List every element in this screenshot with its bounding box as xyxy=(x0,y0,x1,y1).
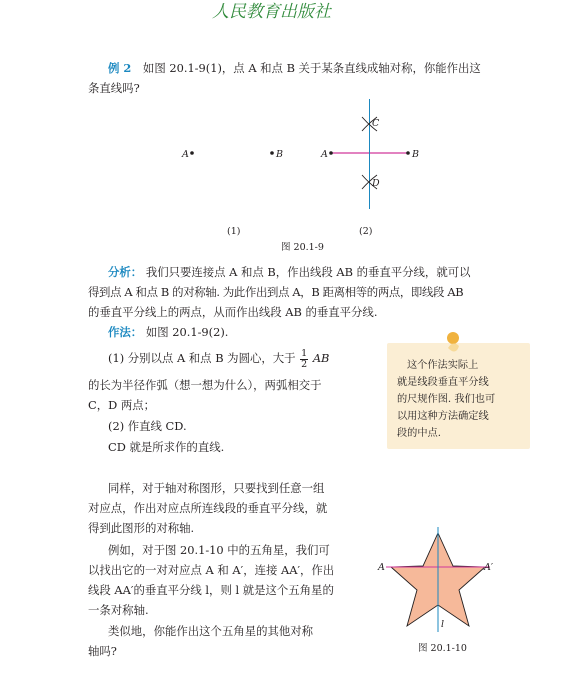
figure-20-1-9 xyxy=(170,95,460,255)
analysis-line-1 xyxy=(108,262,471,282)
side-note xyxy=(387,343,530,449)
method-label: 作法： xyxy=(108,325,143,339)
fig2-label-d: D xyxy=(372,178,380,189)
figure-20-1-10 xyxy=(372,525,512,655)
fig2-label-b: B xyxy=(412,149,419,160)
method-conclusion: CD 就是所求作的直线. xyxy=(108,440,225,454)
fig1-label-b: B xyxy=(276,149,283,160)
note-line-4: 以用这种方法确定线 xyxy=(397,411,489,422)
method-step-1a: (1) 分别以点 A 和点 B 为圆心，大于 xyxy=(108,351,296,365)
fraction-numerator: 1 xyxy=(301,347,308,359)
fraction-one-half xyxy=(300,349,308,370)
fig2-label-a: A xyxy=(321,149,328,160)
publisher-logo xyxy=(212,0,362,22)
note-line-2: 就是线段垂直平分线 xyxy=(397,377,489,388)
fig1-sub-label: (1) xyxy=(227,226,241,237)
note-line-1: 这个作法实际上 xyxy=(407,360,479,371)
analysis-label: 分析： xyxy=(108,265,143,279)
para3-line-1: 类似地，你能作出这个五角星的其他对称 xyxy=(108,624,314,638)
fig2-label-c: C xyxy=(372,118,380,129)
para2-line-1: 例如，对于图 20.1-10 中的五角星，我们可 xyxy=(108,543,330,557)
method-line-1 xyxy=(108,322,228,342)
para3-line-2: 轴吗? xyxy=(88,644,117,658)
method-intro: 如图 20.1-9(2). xyxy=(145,325,229,339)
para2-line-3: 线段 AA′的垂直平分线 l，则 l 就是这个五角星的 xyxy=(88,583,334,597)
para2-line-4: 一条对称轴. xyxy=(88,603,149,617)
note-line-3: 的尺规作图. 我们也可 xyxy=(397,394,496,405)
note-line-5: 段的中点. xyxy=(397,428,441,439)
para2-line-2: 以找出它的一对对应点 A 和 A′，连接 AA′，作出 xyxy=(88,563,335,577)
fig2-sub-label: (2) xyxy=(359,226,373,237)
example-label: 例 2 xyxy=(108,61,132,75)
fig1-point-b xyxy=(270,151,274,155)
analysis-line-2: 得到点 A 和点 B 的对称轴. 为此作出到点 A，B 距离相等的两点，即线段 AB xyxy=(88,285,464,299)
label-a: A xyxy=(378,562,385,573)
label-a-prime: A′ xyxy=(484,562,494,573)
fig2-point-b xyxy=(406,151,410,155)
para1-line-1: 同样，对于轴对称图形，只要找到任意一组 xyxy=(108,481,325,495)
analysis-line-3: 的垂直平分线上的两点，从而作出线段 AB 的垂直平分线. xyxy=(88,305,378,319)
example-line-2: 条直线吗? xyxy=(88,81,140,95)
method-step-1-line-3: C，D 两点； xyxy=(88,398,156,412)
fig2-point-a xyxy=(329,151,333,155)
figure-20-1-10-caption: 图 20.1-10 xyxy=(418,643,467,654)
fig1-point-a xyxy=(190,151,194,155)
example-line-1 xyxy=(108,58,481,78)
analysis-text-1: 我们只要连接点 A 和点 B，作出线段 AB 的垂直平分线，就可以 xyxy=(145,265,471,279)
pin-icon xyxy=(441,330,465,358)
para1-line-2: 对应点，作出对应点所连线段的垂直平分线，就 xyxy=(88,501,328,515)
method-step-1-line-2: 的长为半径作弧（想一想为什么），两弧相交于 xyxy=(88,378,322,392)
method-step-2: (2) 作直线 CD. xyxy=(108,419,187,433)
fig1-label-a: A xyxy=(182,149,189,160)
publisher-logo-text: 人民教育出版社 xyxy=(212,2,331,22)
method-step-1b: AB xyxy=(312,351,330,365)
para1-line-3: 得到此图形的对称轴. xyxy=(88,521,195,535)
example-text-1: 如图 20.1-9(1)，点 A 和点 B 关于某条直线成轴对称，你能作出这 xyxy=(142,61,481,75)
label-l: l xyxy=(441,619,445,630)
method-step-1 xyxy=(108,348,329,370)
fraction-denominator: 2 xyxy=(301,358,308,370)
figure-20-1-9-caption: 图 20.1-9 xyxy=(281,242,324,253)
